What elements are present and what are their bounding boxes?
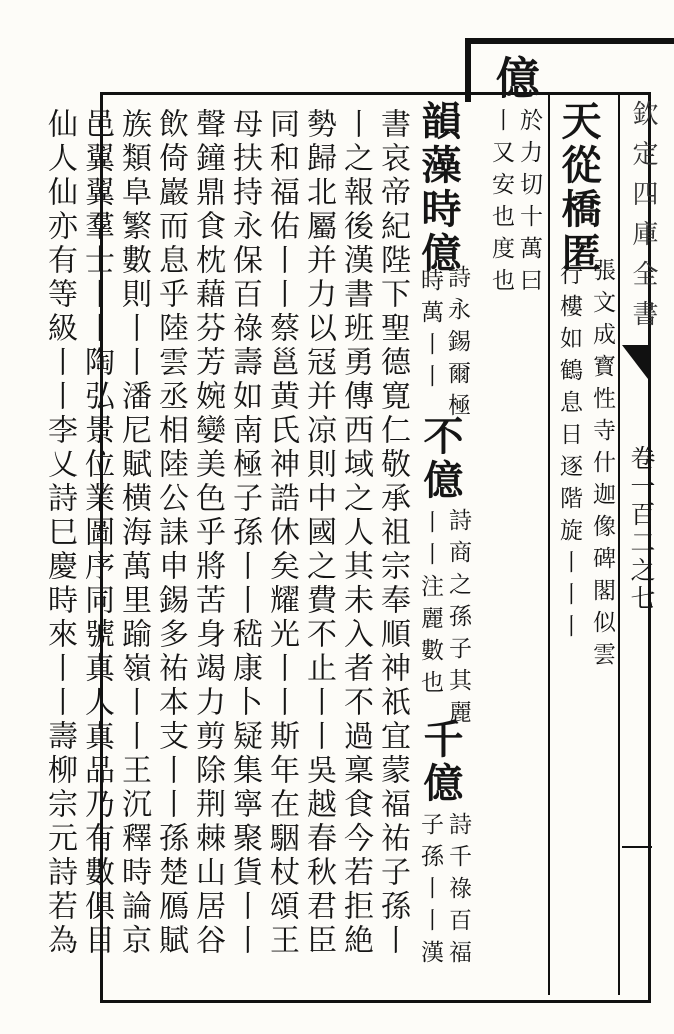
margin-rule bbox=[618, 95, 620, 995]
text-column-4: 書哀帝紀陛下聖德寛仁敬承祖宗奉順神祇宜蒙福祐子孫丨 bbox=[375, 108, 410, 958]
entry-note-3d: 丨丨注麗數也 bbox=[417, 510, 443, 702]
entry-note-1b: 行樓如鶴息日逐階旋丨丨丨 bbox=[556, 262, 582, 646]
column-divider bbox=[548, 95, 550, 995]
margin-volume: 卷一百二之七 bbox=[627, 445, 656, 613]
text-column-12: 邑翼翼羣士丨丨陶弘景位業圖序同號真人真品乃有數俱目 bbox=[79, 108, 114, 958]
text-column-13: 仙人仙亦有等級丨丨李乂詩巳慶時來丨丨壽柳宗元詩若為 bbox=[42, 108, 77, 958]
text-column-5: 丨之報後漢書班勇傳西域之人其未入者不過稟食今若拒絶 bbox=[338, 108, 373, 958]
entry-note-3e: 詩千祿百福 bbox=[445, 812, 471, 972]
entry-note-1a: 張文成寳性寺什迦像碑閣似雲 bbox=[589, 258, 615, 674]
entry-head-buyi: 不億 bbox=[417, 415, 464, 503]
entry-note-3c: 詩商之孫子其麗 bbox=[445, 508, 471, 732]
entry-note-3a: 詩永錫爾極 bbox=[444, 265, 470, 425]
margin-book-title: 欽定四庫全書 bbox=[628, 100, 658, 340]
text-column-9: 聲鐘鼎食枕藉芬芳婉孌美色乎將苦身竭力剪除荆棘山居谷 bbox=[190, 108, 225, 958]
text-column-7: 同和福佑丨丨蔡邕黄氏神誥休矣耀光丨丨斯年在駰杖頌王 bbox=[264, 108, 299, 958]
text-column-11: 族類阜繁數則丨丨潘尼賦横海萬里踰嶺丨丨王沉釋時論京 bbox=[116, 108, 151, 958]
entry-note-3b: 時萬丨丨 bbox=[417, 268, 443, 396]
text-column-6: 勢歸北屬并力以冦并凉則中國之費不止丨丨吳越春秋君臣 bbox=[301, 108, 336, 958]
text-column-10: 飲倚巖而息乎陸雲丞相陸公誄申錫多祐本支丨丨孫楚鴈賦 bbox=[153, 108, 188, 958]
entry-note-3f: 子孫丨丨漢 bbox=[417, 812, 443, 972]
section-head-yunzao: 韻藻時億 bbox=[415, 100, 462, 276]
entry-head-2: 億 bbox=[488, 55, 539, 103]
entry-head-qianyi: 千億 bbox=[417, 718, 464, 806]
margin-fishtail bbox=[622, 345, 648, 379]
entry-note-2a: 於力切十萬曰 bbox=[516, 108, 542, 300]
margin-tick bbox=[622, 846, 652, 848]
entry-head-1: 天從橋匿 bbox=[555, 100, 602, 276]
entry-note-2b: 丨又安也度也 bbox=[488, 108, 514, 300]
text-column-8: 母扶持永保百祿壽如南極子孫丨丨嵇康卜疑集寧聚貨丨丨 bbox=[227, 108, 262, 958]
